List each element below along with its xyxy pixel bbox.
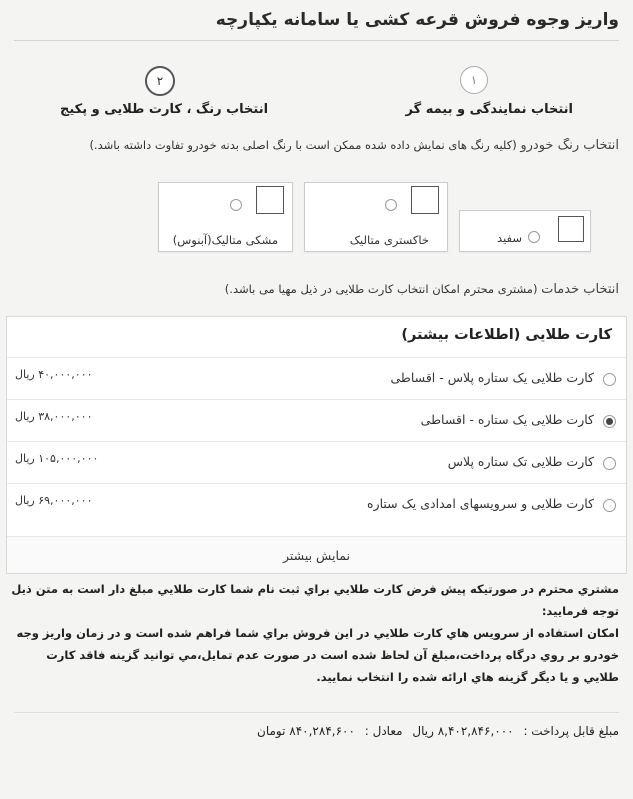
- service-radio-selected[interactable]: [603, 415, 616, 428]
- service-label: کارت طلایی یک ستاره - اقساطی: [420, 412, 594, 427]
- service-radio[interactable]: [603, 373, 616, 386]
- service-label: کارت طلایی تک ستاره پلاس: [447, 454, 594, 469]
- payment-amount-toman: ۸۴۰,۲۸۴,۶۰۰ تومان: [257, 724, 355, 738]
- service-label: کارت طلایی یک ستاره پلاس - اقساطی: [390, 370, 594, 385]
- payment-amount-rial: ۸,۴۰۲,۸۴۶,۰۰۰ ریال: [412, 724, 514, 738]
- payment-label: مبلغ قابل پرداخت :: [523, 724, 619, 738]
- service-row[interactable]: [7, 441, 626, 484]
- service-radio[interactable]: [603, 457, 616, 470]
- color-heading-note: (کلیه رنگ های نمایش داده شده ممکن است با رنگ اصلی بدنه خودرو تفاوت داشته باشد.): [89, 138, 517, 152]
- service-price: ۳۸,۰۰۰,۰۰۰ ریال: [15, 410, 93, 423]
- service-price: ۶۹,۰۰۰,۰۰۰ ریال: [15, 494, 93, 507]
- color-radio-white[interactable]: [528, 231, 540, 243]
- color-swatch-black-metallic: [256, 186, 284, 214]
- service-price: ۱۰۵,۰۰۰,۰۰۰ ریال: [15, 452, 99, 465]
- color-section-heading: [14, 138, 619, 153]
- golden-card-services-box: [6, 316, 627, 574]
- steps-indicator: [0, 66, 633, 126]
- color-label-black-metallic: مشکی متالیک(آبنوس): [172, 233, 278, 247]
- color-label-gray-metallic: خاکستری متالیک: [349, 233, 429, 247]
- show-more-button[interactable]: نمایش بیشتر: [7, 536, 626, 573]
- color-heading-text: انتخاب رنگ خودرو: [520, 138, 619, 153]
- color-radio-gray-metallic[interactable]: [385, 199, 397, 211]
- services-section-heading: [14, 282, 619, 297]
- color-option-black-metallic[interactable]: [158, 182, 293, 252]
- service-row[interactable]: [7, 483, 626, 526]
- services-heading-text: انتخاب خدمات: [541, 282, 619, 297]
- color-radio-black-metallic[interactable]: [230, 199, 242, 211]
- step-2-circle: ۲: [145, 66, 175, 96]
- step-1-label: انتخاب نمایندگی و بیمه گر: [405, 102, 573, 117]
- service-row[interactable]: [7, 357, 626, 400]
- page-title: واریز وجوه فروش قرعه کشی یا سامانه یکپارچه: [14, 10, 619, 41]
- color-option-gray-metallic[interactable]: [304, 182, 448, 252]
- color-swatch-gray-metallic: [411, 186, 439, 214]
- step-2-label: انتخاب رنگ ، کارت طلایی و پکیج: [60, 102, 269, 117]
- service-row[interactable]: [7, 399, 626, 442]
- divider: [14, 712, 619, 713]
- color-swatch-white: [558, 216, 584, 242]
- service-price: ۴۰,۰۰۰,۰۰۰ ریال: [15, 368, 93, 381]
- notice-line-1: مشتري محترم در صورتيكه پيش فرض كارت طلايي براي ثبت نام شما كارت طلايي مبلغ دار است به متن ذيل توجه فرماييد:: [11, 582, 619, 618]
- golden-card-title-link[interactable]: کارت طلایی (اطلاعات بیشتر): [401, 327, 612, 343]
- service-label: کارت طلایی و سرویسهای امدادی یک ستاره: [367, 496, 594, 511]
- payment-equivalent-label: معادل :: [364, 724, 403, 738]
- step-1-circle: ۱: [460, 66, 488, 94]
- golden-card-notice: [8, 578, 619, 688]
- color-option-white[interactable]: [459, 210, 591, 252]
- payment-summary: [251, 724, 619, 738]
- color-label-white: سفید: [497, 231, 522, 245]
- notice-line-2: امكان استفاده از سرويس هاي كارت طلايي در اين فروش براي شما فراهم شده است و در زمان واريز وجه خودرو بر روي درگاه پرداخت،مبلغ آن لحاظ شده است در صورت عدم تمايل،مي توانيد گزينه فاقد كارت طلايي و يا ديگر گزينه هاي ارائه شده را انتخاب نماييد.: [16, 626, 619, 684]
- service-radio[interactable]: [603, 499, 616, 512]
- services-heading-note: (مشتری محترم امکان انتخاب کارت طلایی در ذیل مهیا می باشد.): [224, 282, 538, 296]
